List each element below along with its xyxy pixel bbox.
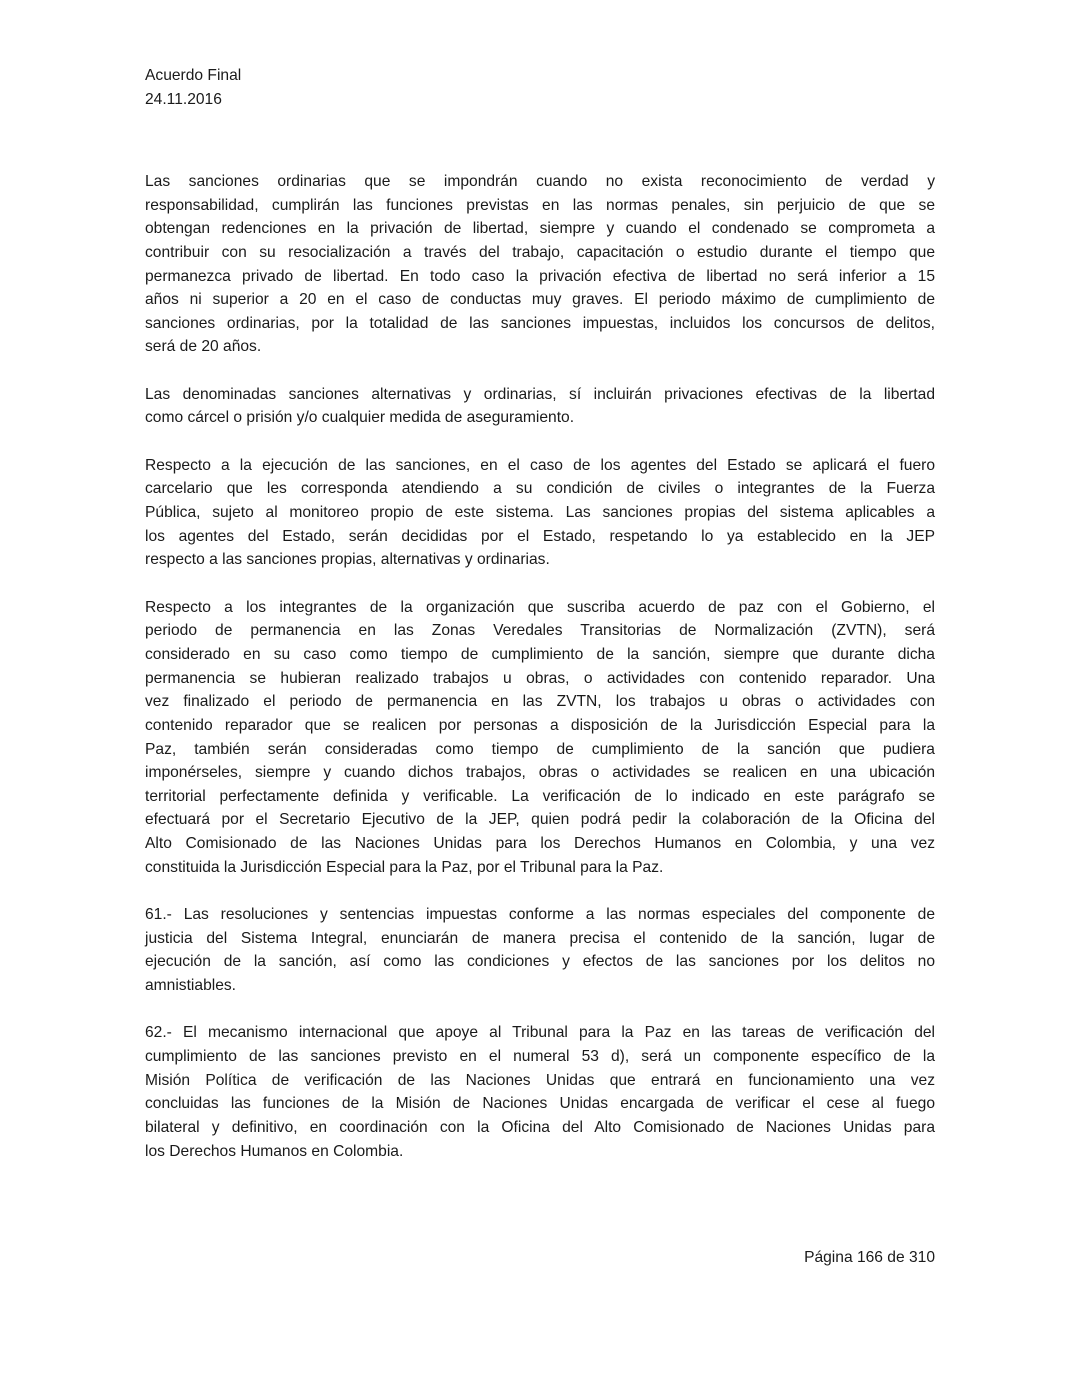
text-line: Pública, sujeto al monitoreo propio de este sistema. Las sanciones propias del sistema aplicables a [145, 504, 935, 522]
document-body [145, 170, 935, 1187]
text-line: Misión Política de verificación de las Naciones Unidas que entrará en funcionamiento una vez [145, 1071, 935, 1089]
paragraph [145, 454, 935, 572]
text-line: Alto Comisionado de las Naciones Unidas para los Derechos Humanos en Colombia, y una vez [145, 835, 935, 853]
text-line: como cárcel o prisión y/o cualquier medida de aseguramiento. [145, 409, 575, 427]
text-line: ejecución de la sanción, así como las condiciones y efectos de las sanciones por los delitos no [145, 953, 935, 971]
text-line: efectuará por el Secretario Ejecutivo de la JEP, quien podrá pedir la colaboración de la Oficina del [145, 811, 935, 829]
text-line: Respecto a la ejecución de las sanciones, en el caso de los agentes del Estado se aplicará el fuero [145, 456, 935, 474]
text-line: permanezca privado de libertad. En todo caso la privación efectiva de libertad no será inferior a 15 [145, 267, 935, 285]
text-line: territorial perfectamente definida y verificable. La verificación de lo indicado en este parágrafo se [145, 787, 935, 805]
text-line: 61.- Las resoluciones y sentencias impuestas conforme a las normas especiales del componente de [145, 906, 935, 924]
text-line: considerado en su caso como tiempo de cumplimiento de la sanción, siempre que durante dicha [145, 645, 935, 663]
text-line: 62.- El mecanismo internacional que apoye al Tribunal para la Paz en las tareas de verificación del [145, 1024, 935, 1042]
text-line: responsabilidad, cumplirán las funciones previstas en las normas penales, sin perjuicio de que se [145, 196, 935, 214]
document-date: 24.11.2016 [145, 91, 222, 108]
text-line: constituida la Jurisdicción Especial para la Paz, por el Tribunal para la Paz. [145, 858, 664, 876]
paragraph [145, 1021, 935, 1163]
text-line: Paz, también serán consideradas como tiempo de cumplimiento de la sanción que pudiera [145, 740, 935, 758]
document-title: Acuerdo Final [145, 67, 242, 84]
text-line: permanencia se hubieran realizado trabajos u obras, o actividades con contenido reparador. Una [145, 669, 935, 687]
text-line: Respecto a los integrantes de la organización que suscriba acuerdo de paz con el Gobierno, el [145, 598, 935, 616]
text-line: concluidas las funciones de la Misión de Naciones Unidas encargada de verificar el cese al fuego [145, 1095, 935, 1113]
paragraph [145, 170, 935, 359]
page-number: Página 166 de 310 [804, 1249, 935, 1266]
text-line: contribuir con su resocialización a través del trabajo, capacitación o estudio durante el tiempo que [145, 243, 935, 261]
text-line: será de 20 años. [145, 338, 262, 356]
text-line: contenido reparador que se realicen por personas a disposición de la Jurisdicción Especial para la [145, 716, 935, 734]
text-line: imponérseles, siempre y cuando dichos trabajos, obras o actividades se realicen en una ubicación [145, 764, 935, 782]
text-line: los agentes del Estado, serán decididas por el Estado, respetando lo ya establecido en la JEP [145, 527, 935, 545]
text-line: respecto a las sanciones propias, alternativas y ordinarias. [145, 551, 550, 569]
text-line: sanciones ordinarias, por la totalidad de las sanciones impuestas, incluidos los concursos de delitos, [145, 314, 935, 332]
text-line: obtengan redenciones en la privación de libertad, siempre y cuando el condenado se comprometa a [145, 220, 935, 238]
text-line: bilateral y definitivo, en coordinación con la Oficina del Alto Comisionado de Naciones Unidas para [145, 1118, 935, 1136]
page-header [145, 64, 241, 112]
text-line: justicia del Sistema Integral, enunciarán de manera precisa el contenido de la sanción, lugar de [145, 929, 935, 947]
text-line: Las denominadas sanciones alternativas y ordinarias, sí incluirán privaciones efectivas de la libertad [145, 385, 935, 403]
text-line: los Derechos Humanos en Colombia. [145, 1142, 404, 1160]
paragraph [145, 596, 935, 880]
text-line: amnistiables. [145, 976, 237, 994]
text-line: cumplimiento de las sanciones previsto en el numeral 53 d), será un componente específico de la [145, 1047, 935, 1065]
paragraph [145, 903, 935, 998]
text-line: carcelario que les corresponda atendiendo a su condición de civiles o integrantes de la Fuerza [145, 480, 935, 498]
text-line: Las sanciones ordinarias que se impondrán cuando no exista reconocimiento de verdad y [145, 173, 935, 190]
text-line: vez finalizado el periodo de permanencia en las ZVTN, los trabajos u obras o actividades con [145, 693, 935, 711]
paragraph [145, 383, 935, 430]
text-line: periodo de permanencia en las Zonas Veredales Transitorias de Normalización (ZVTN), será [145, 622, 935, 640]
text-line: años ni superior a 20 en el caso de conductas muy graves. El periodo máximo de cumplimiento de [145, 291, 935, 309]
